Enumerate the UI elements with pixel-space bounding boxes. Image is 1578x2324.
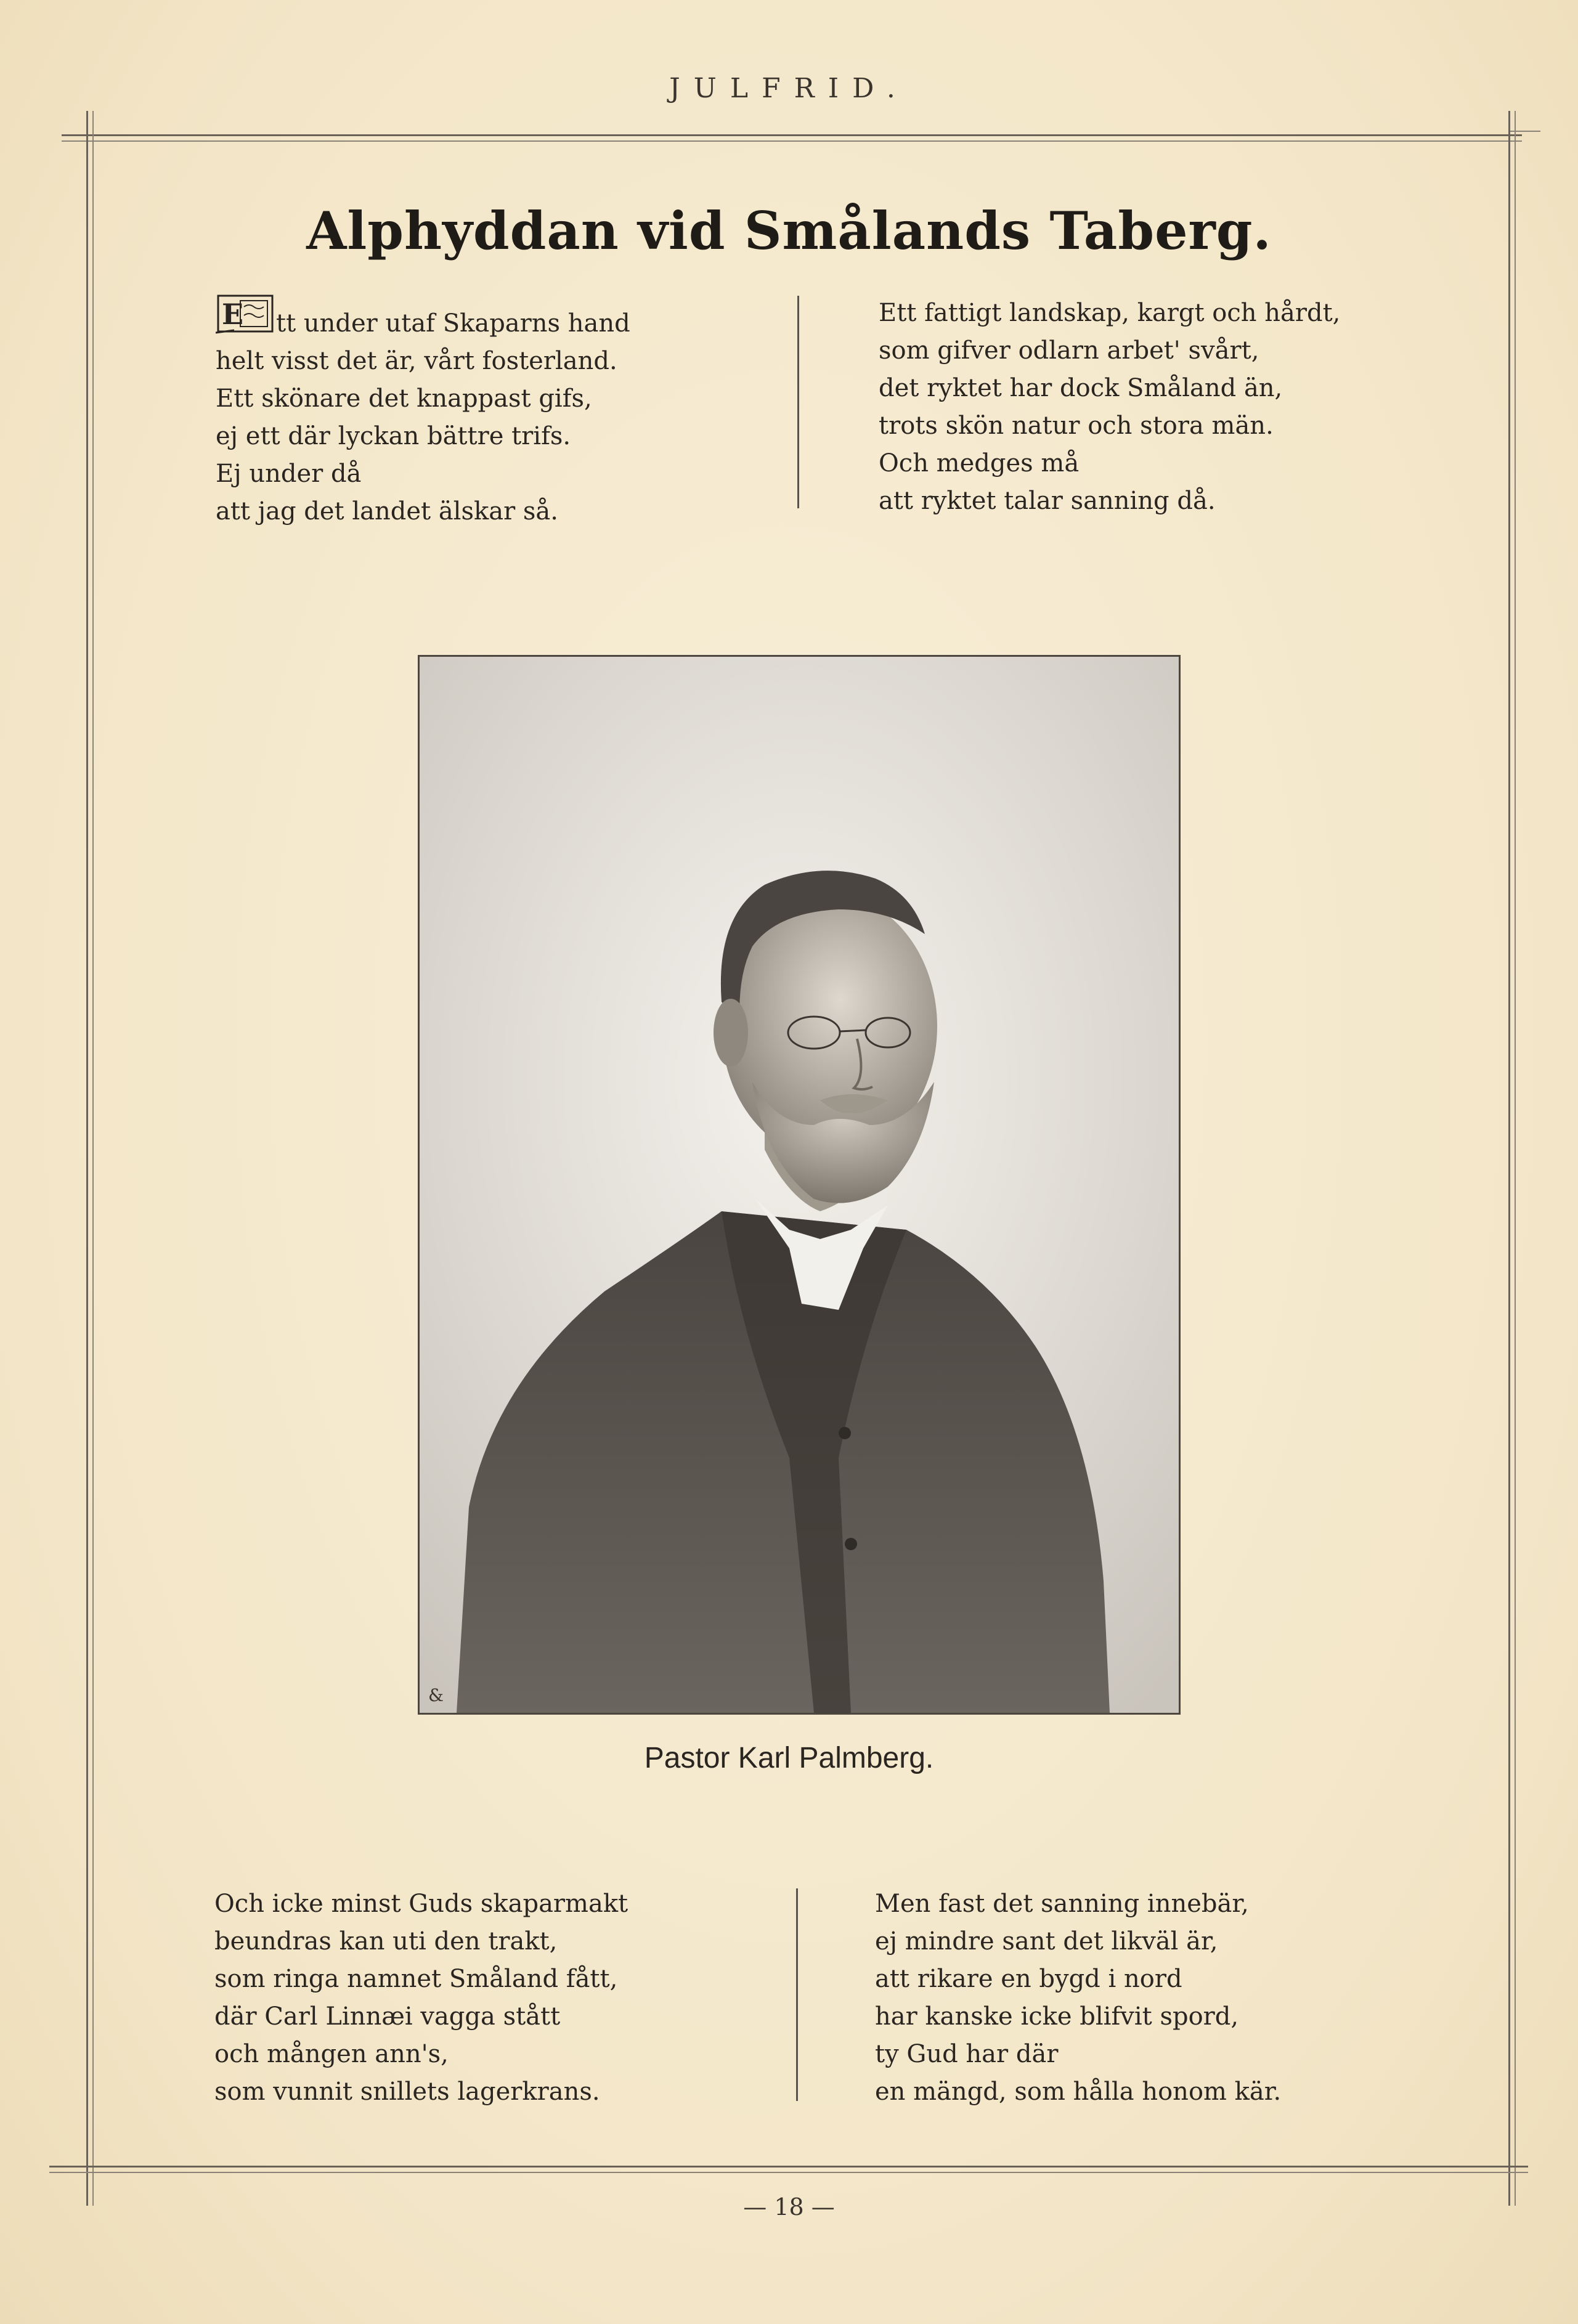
stanza-line: trots skön natur och stora män. [879, 412, 1274, 440]
stanza-line: ej ett där lyckan bättre trifs. [216, 422, 571, 450]
stanza-line: som vunnit snillets lagerkrans. [214, 2078, 600, 2106]
top-column-divider [797, 296, 799, 508]
top-rule [62, 134, 1522, 136]
right-rule [1508, 111, 1510, 2206]
bottom-column-divider [796, 1888, 798, 2101]
stanza-line: Och icke minst Guds skaparmakt [214, 1890, 628, 1918]
stanza-line-text: tt under utaf Skaparns hand [276, 309, 630, 338]
stanza-top-right [879, 295, 1340, 520]
top-rule-inner [62, 140, 1522, 142]
left-rule-inner [92, 111, 94, 2206]
stanza-line: har kanske icke blifvit spord, [875, 2002, 1239, 2031]
stanza-line: att jag det landet älskar så. [216, 497, 558, 526]
photo-corner-mark: & [428, 1685, 444, 1705]
poem-title: Alphyddan vid Smålands Taberg. [306, 200, 1272, 261]
photo-caption: Pastor Karl Palmberg. [644, 1742, 934, 1774]
stanza-line: ej mindre sant det likväl är, [875, 1927, 1218, 1956]
stanza-line: ty Gud har där [875, 2040, 1059, 2068]
stanza-line: att rikare en bygd i nord [875, 1965, 1182, 1993]
running-head: JULFRID. [669, 73, 909, 104]
dropcap-letter: E [222, 298, 244, 331]
stanza-bottom-left [214, 1885, 628, 2111]
right-rule-inner [1515, 111, 1516, 2206]
portrait-photo [418, 655, 1181, 1715]
stanza-line: beundras kan uti den trakt, [214, 1927, 558, 1956]
stanza-line: Men fast det sanning innebär, [875, 1890, 1249, 1918]
stanza-bottom-right [875, 1885, 1281, 2111]
stanza-line: Ett fattigt landskap, kargt och hårdt, [879, 299, 1341, 327]
bottom-rule [49, 2166, 1528, 2168]
stanza-line: Ett skönare det knappast gifs, [216, 384, 592, 413]
stanza-line [216, 295, 630, 343]
portrait-illustration [420, 657, 1179, 1713]
stanza-line: Ej under då [216, 460, 362, 488]
stanza-line: helt visst det är, vårt fosterland. [216, 347, 617, 375]
stanza-line: som gifver odlarn arbet' svårt, [879, 336, 1259, 365]
stanza-line: och mången ann's, [214, 2040, 449, 2068]
stanza-line: att ryktet talar sanning då. [879, 487, 1216, 515]
stanza-top-left [216, 295, 630, 530]
dropcap-frame-icon [216, 295, 275, 335]
stanza-line: som ringa namnet Småland fått, [214, 1965, 618, 1993]
stanza-line: Och medges må [879, 449, 1080, 477]
page-number: — 18 — [743, 2193, 835, 2220]
left-rule [86, 111, 88, 2206]
stanza-line: det ryktet har dock Småland än, [879, 374, 1283, 402]
dropcap-ornament [216, 295, 275, 335]
stanza-line: där Carl Linnæi vagga stått [214, 2002, 561, 2031]
stanza-line: en mängd, som hålla honom kär. [875, 2078, 1282, 2106]
bottom-rule-inner [49, 2172, 1528, 2173]
